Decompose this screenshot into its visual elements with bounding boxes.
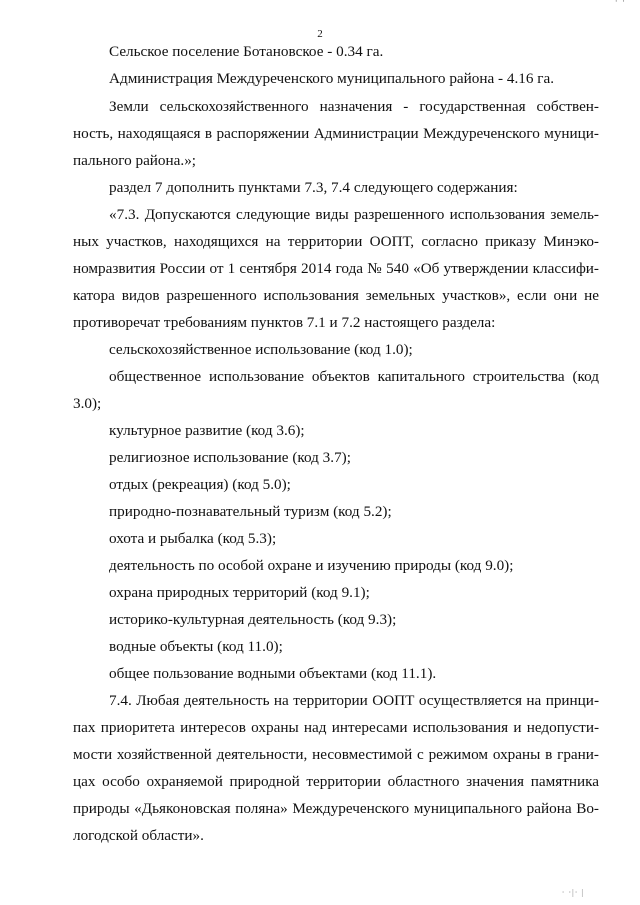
text-line: охрана природных территорий (код 9.1); xyxy=(109,584,370,601)
text-line: водные объекты (код 11.0); xyxy=(109,638,283,655)
page-number: 2 xyxy=(317,28,323,40)
text-line: историко-культурная деятельность (код 9.3); xyxy=(109,611,397,628)
text-line: пального района.»; xyxy=(73,152,197,169)
text-line: сельскохозяйственное использование (код 1.0); xyxy=(109,341,413,358)
text-line: ных участков, находящихся на территории ООПТ, согласно приказу Минэко- xyxy=(73,233,599,250)
text-line: Администрация Междуреченского муниципального района - 4.16 га. xyxy=(109,70,555,87)
text-line: Земли сельскохозяйственного назначения - государственная собствен- xyxy=(109,98,599,115)
text-line: деятельность по особой охране и изучению природы (код 9.0); xyxy=(109,557,514,574)
text-line: ность, находящаяся в распоряжении Администрации Междуреченского муници- xyxy=(73,125,599,142)
corner-scan-mark: · · xyxy=(614,0,626,6)
text-line: номразвития России от 1 сентября 2014 года № 540 «Об утверждении классифи- xyxy=(73,260,599,277)
text-line: цах особо охраняемой природной территории областного значения памятника xyxy=(73,773,599,790)
text-line: общественное использование объектов капитального строительства (код xyxy=(109,368,599,385)
text-line: раздел 7 дополнить пунктами 7.3, 7.4 следующего содержания: xyxy=(109,179,518,196)
text-line: отдых (рекреация) (код 5.0); xyxy=(109,476,291,493)
text-line: пах приоритета интересов охраны над интересами использования и недопусти- xyxy=(73,719,599,736)
text-line: противоречат требованиям пунктов 7.1 и 7.2 настоящего раздела: xyxy=(73,314,496,331)
text-line: логодской области». xyxy=(73,827,204,844)
text-line: 7.4. Любая деятельность на территории ООПТ осуществляется на принци- xyxy=(109,692,599,709)
text-line: «7.3. Допускаются следующие виды разрешенного использования земель- xyxy=(109,206,599,223)
text-line: общее пользование водными объектами (код 11.1). xyxy=(109,665,437,682)
text-line: катора видов разрешенного использования земельных участков», если они не xyxy=(73,287,599,304)
footer-scan-mark: · ·|· | xyxy=(561,888,584,897)
text-line: культурное развитие (код 3.6); xyxy=(109,422,305,439)
text-line: Сельское поселение Ботановское - 0.34 га. xyxy=(109,43,384,60)
text-line: мости хозяйственной деятельности, несовместимой с режимом охраны в грани- xyxy=(73,746,599,763)
text-line: природно-познавательный туризм (код 5.2); xyxy=(109,503,392,520)
text-line: охота и рыбалка (код 5.3); xyxy=(109,530,277,547)
text-line: природы «Дьяконовская поляна» Междуреченского муниципального района Во- xyxy=(73,800,599,817)
text-line: 3.0); xyxy=(73,395,102,412)
text-line: религиозное использование (код 3.7); xyxy=(109,449,351,466)
